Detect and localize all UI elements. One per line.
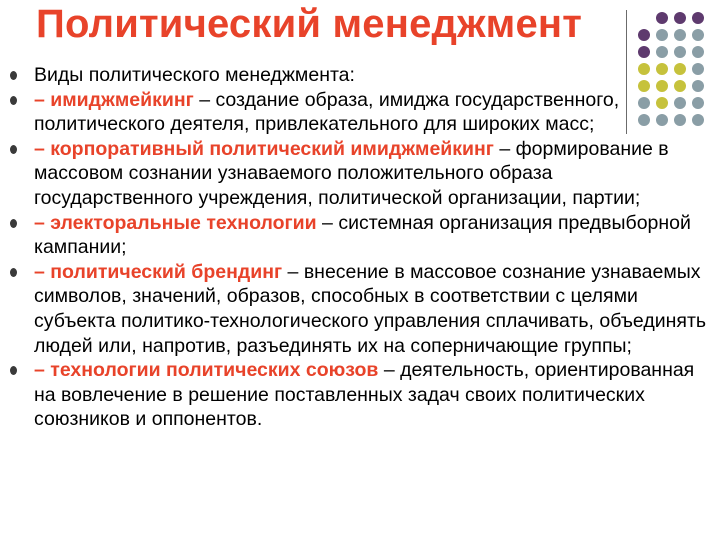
item-term: политический брендинг [50, 260, 283, 283]
item-term: технологии политических союзов [50, 359, 379, 382]
decorative-dot [638, 29, 650, 41]
item-text: Виды политического менеджмента: [34, 64, 355, 86]
list-item-electoral-technologies [10, 211, 716, 260]
item-text: – системная организация предвыборной кампании; [34, 211, 691, 259]
bullet-icon [10, 219, 17, 228]
decorative-dot [656, 12, 668, 24]
item-text: – внесение в массовое сознание узнаваемых символов, значений, образов, способных в соответствии с целями субъекта политико-технологического управления сплачивать, объединять людей или, напротив, разъединять их на соперничающие группы; [34, 260, 707, 357]
decorative-dot [674, 12, 686, 24]
decorative-dot [674, 29, 686, 41]
item-lead: – [34, 359, 51, 382]
bullet-icon [10, 71, 17, 80]
decorative-dot [638, 46, 650, 58]
content-list [10, 63, 716, 432]
bullet-icon [10, 366, 17, 375]
decorative-dot [656, 29, 668, 41]
decorative-dot [692, 46, 704, 58]
list-item-political-alliances [10, 358, 716, 432]
list-item-corporate-imagemaking [10, 137, 716, 211]
item-text: – деятельность, ориентированная на вовлечение в решение поставленных задач своих политических союзников и оппонентов. [34, 359, 695, 431]
item-text: – формирование в массовом сознании узнаваемого положительного образа государственного учреждения, политической организации, партии; [34, 137, 669, 209]
decorative-dot [674, 46, 686, 58]
decorative-dot [656, 46, 668, 58]
item-lead: – [34, 88, 51, 111]
item-text: – создание образа, имиджа государственного, политического деятеля, привлекательного для широких масс; [34, 88, 620, 136]
item-lead: – [34, 211, 51, 234]
item-lead: – [34, 137, 51, 160]
item-term: корпоративный политический имиджмейкинг [50, 137, 494, 160]
item-term: имиджмейкинг [50, 88, 194, 111]
bullet-icon [10, 268, 17, 277]
list-item-intro [10, 63, 716, 88]
item-lead: – [34, 260, 51, 283]
bullet-icon [10, 96, 17, 105]
slide-title: Политический менеджмент [36, 2, 583, 46]
list-item-imagemaking [10, 88, 716, 137]
item-term: электоральные технологии [50, 211, 317, 234]
decorative-dot [692, 29, 704, 41]
list-item-political-branding [10, 260, 716, 358]
bullet-icon [10, 145, 17, 154]
decorative-dot [692, 12, 704, 24]
